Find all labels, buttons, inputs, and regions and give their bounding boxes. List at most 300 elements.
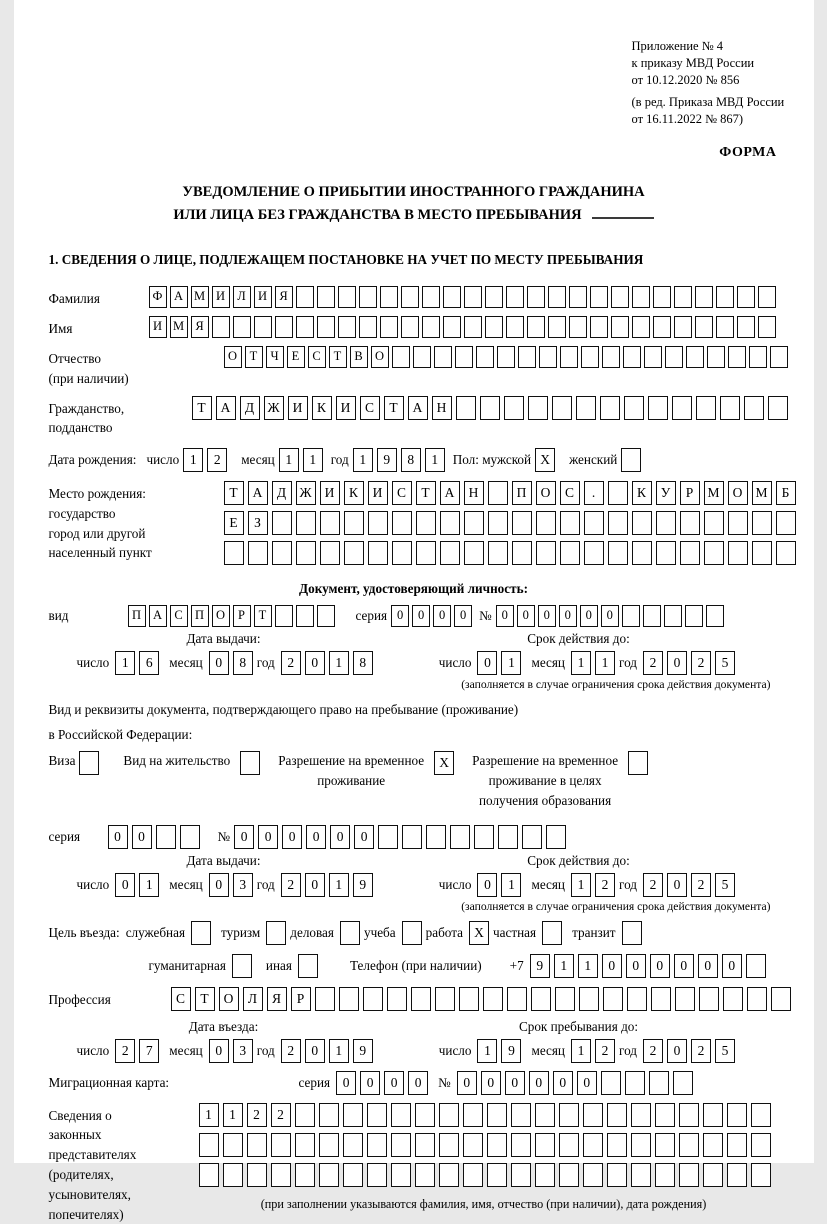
field-surname bbox=[49, 286, 809, 309]
purpose-option-label: служебная bbox=[126, 925, 185, 941]
char-cell bbox=[527, 286, 545, 308]
char-cell: А bbox=[216, 396, 236, 420]
char-cell: К bbox=[632, 481, 652, 505]
purpose-option-label: туризм bbox=[221, 925, 260, 941]
char-cell: Ж bbox=[296, 481, 316, 505]
year-label: год bbox=[257, 877, 275, 893]
char-cell bbox=[476, 346, 494, 368]
char-cell: Т bbox=[384, 396, 404, 420]
given-name-label: Имя bbox=[49, 316, 149, 339]
month-label: месяц bbox=[169, 1043, 203, 1059]
char-cell bbox=[296, 316, 314, 338]
permit-seriya-cells bbox=[108, 825, 204, 849]
char-cell bbox=[413, 346, 431, 368]
residence-permit-label: Вид на жительство bbox=[123, 751, 230, 771]
char-cell bbox=[720, 396, 740, 420]
char-cell: 1 bbox=[425, 448, 445, 472]
char-cell bbox=[539, 346, 557, 368]
year-label: год bbox=[257, 655, 275, 671]
char-cell bbox=[776, 511, 796, 535]
appendix-line: от 10.12.2020 № 856 bbox=[632, 72, 827, 89]
char-cell: К bbox=[312, 396, 332, 420]
char-cell bbox=[643, 605, 661, 627]
char-cell bbox=[240, 751, 260, 775]
char-cell bbox=[728, 511, 748, 535]
char-cell bbox=[560, 541, 580, 565]
year-label: год bbox=[619, 877, 637, 893]
char-cell: 0 bbox=[580, 605, 598, 627]
char-cell bbox=[536, 511, 556, 535]
month-label: месяц bbox=[531, 1043, 565, 1059]
permit-expiry-year bbox=[643, 873, 739, 897]
char-cell bbox=[455, 346, 473, 368]
char-cell: 0 bbox=[306, 825, 326, 849]
char-cell bbox=[674, 316, 692, 338]
char-cell bbox=[212, 316, 230, 338]
char-cell: 2 bbox=[691, 873, 711, 897]
char-cell bbox=[485, 286, 503, 308]
char-cell: Т bbox=[195, 987, 215, 1011]
char-cell bbox=[497, 346, 515, 368]
char-cell: 9 bbox=[353, 873, 373, 897]
char-cell bbox=[518, 346, 536, 368]
char-cell bbox=[512, 511, 532, 535]
char-cell bbox=[367, 1103, 387, 1127]
char-cell bbox=[648, 396, 668, 420]
char-cell: О bbox=[536, 481, 556, 505]
char-cell: 0 bbox=[674, 954, 694, 978]
char-cell bbox=[392, 346, 410, 368]
char-cell: 0 bbox=[282, 825, 302, 849]
char-cell: 0 bbox=[667, 1039, 687, 1063]
field-profession bbox=[49, 987, 809, 1011]
entry-stay-dates bbox=[49, 1039, 809, 1063]
char-cell bbox=[511, 1103, 531, 1127]
char-cell bbox=[680, 511, 700, 535]
char-cell bbox=[488, 541, 508, 565]
doc-issue-day bbox=[115, 651, 163, 675]
char-cell bbox=[271, 1133, 291, 1157]
char-cell: 0 bbox=[391, 605, 409, 627]
char-cell bbox=[602, 346, 620, 368]
no-label: № bbox=[479, 608, 492, 624]
char-cell bbox=[622, 921, 642, 945]
char-cell bbox=[559, 1133, 579, 1157]
char-cell bbox=[632, 316, 650, 338]
char-cell bbox=[320, 541, 340, 565]
char-cell bbox=[770, 346, 788, 368]
option-temp-residence bbox=[278, 751, 458, 791]
temp-residence-checkbox bbox=[434, 751, 458, 775]
stay-until-heading: Срок пребывания до: bbox=[399, 1019, 759, 1035]
char-cell bbox=[655, 1133, 675, 1157]
char-cell: Я bbox=[191, 316, 209, 338]
char-cell: 2 bbox=[281, 651, 301, 675]
char-cell bbox=[607, 1103, 627, 1127]
char-cell: Л bbox=[233, 286, 251, 308]
char-cell bbox=[266, 921, 286, 945]
char-cell: Т bbox=[329, 346, 347, 368]
char-cell bbox=[737, 316, 755, 338]
char-cell: 0 bbox=[412, 605, 430, 627]
permit-issue-year bbox=[281, 873, 377, 897]
purpose-official-checkbox bbox=[191, 921, 215, 945]
char-cell bbox=[156, 825, 176, 849]
doc-issue-month bbox=[209, 651, 257, 675]
char-cell: 0 bbox=[698, 954, 718, 978]
day-label: число bbox=[439, 1043, 472, 1059]
birth-day-cells bbox=[183, 448, 231, 472]
day-label: число bbox=[146, 452, 179, 468]
appendix-reference bbox=[632, 38, 827, 127]
forma-label: ФОРМА bbox=[49, 145, 809, 161]
purpose-option-label: частная bbox=[493, 925, 536, 941]
char-cell bbox=[584, 511, 604, 535]
char-cell bbox=[439, 1103, 459, 1127]
stay-until-date bbox=[439, 1039, 739, 1063]
char-cell bbox=[483, 987, 503, 1011]
char-cell: 2 bbox=[247, 1103, 267, 1127]
day-label: число bbox=[439, 877, 472, 893]
char-cell bbox=[679, 1133, 699, 1157]
doc-expiry-day bbox=[477, 651, 525, 675]
char-cell bbox=[504, 396, 524, 420]
char-cell bbox=[511, 1133, 531, 1157]
char-cell bbox=[696, 396, 716, 420]
char-cell: Б bbox=[776, 481, 796, 505]
char-cell: А bbox=[170, 286, 188, 308]
char-cell bbox=[359, 286, 377, 308]
year-label: год bbox=[331, 452, 349, 468]
char-cell: 0 bbox=[517, 605, 535, 627]
char-cell bbox=[703, 1103, 723, 1127]
char-cell bbox=[422, 316, 440, 338]
purpose-business-checkbox bbox=[340, 921, 364, 945]
char-cell bbox=[387, 987, 407, 1011]
char-cell bbox=[546, 825, 566, 849]
purpose-option-label: гуманитарная bbox=[149, 958, 226, 974]
char-cell: 9 bbox=[530, 954, 550, 978]
char-cell bbox=[343, 1103, 363, 1127]
entry-month bbox=[209, 1039, 257, 1063]
temp-residence-education-label: Разрешение на временное проживание в целях получения образования bbox=[472, 751, 618, 810]
char-cell: П bbox=[191, 605, 209, 627]
char-cell bbox=[608, 511, 628, 535]
entry-date bbox=[77, 1039, 377, 1063]
option-visa bbox=[49, 751, 104, 775]
char-cell bbox=[480, 396, 500, 420]
section1-heading: 1. СВЕДЕНИЯ О ЛИЦЕ, ПОДЛЕЖАЩЕМ ПОСТАНОВКЕ НА УЧЕТ ПО МЕСТУ ПРЕБЫВАНИЯ bbox=[49, 252, 809, 268]
char-cell bbox=[590, 286, 608, 308]
char-cell: X bbox=[469, 921, 489, 945]
char-cell: 0 bbox=[132, 825, 152, 849]
char-cell bbox=[656, 541, 676, 565]
char-cell bbox=[751, 1163, 771, 1187]
char-cell: 0 bbox=[336, 1071, 356, 1095]
purpose-transit-checkbox bbox=[622, 921, 646, 945]
phone-cells bbox=[530, 954, 770, 978]
char-cell: К bbox=[344, 481, 364, 505]
char-cell bbox=[416, 541, 436, 565]
purpose-tourism-checkbox bbox=[266, 921, 290, 945]
blank-underline bbox=[592, 217, 654, 219]
field-permit-serial bbox=[49, 825, 809, 849]
field-patronymic bbox=[49, 346, 809, 389]
char-cell: А bbox=[149, 605, 167, 627]
birthplace-row1 bbox=[224, 481, 800, 505]
char-cell bbox=[199, 1163, 219, 1187]
char-cell bbox=[416, 511, 436, 535]
phone-prefix: +7 bbox=[510, 958, 524, 974]
char-cell bbox=[664, 605, 682, 627]
char-cell: . bbox=[584, 481, 604, 505]
char-cell bbox=[296, 286, 314, 308]
char-cell bbox=[415, 1163, 435, 1187]
char-cell bbox=[275, 316, 293, 338]
profession-label: Профессия bbox=[49, 987, 171, 1010]
arrival-notification-form bbox=[14, 0, 814, 1163]
entry-date-heading: Дата въезда: bbox=[49, 1019, 399, 1035]
surname-label: Фамилия bbox=[49, 286, 149, 309]
char-cell: 0 bbox=[209, 651, 229, 675]
appendix-line: (в ред. Приказа МВД России bbox=[632, 94, 827, 111]
char-cell bbox=[439, 1163, 459, 1187]
char-cell bbox=[624, 396, 644, 420]
char-cell bbox=[559, 1103, 579, 1127]
char-cell bbox=[487, 1133, 507, 1157]
char-cell bbox=[704, 511, 724, 535]
char-cell bbox=[411, 987, 431, 1011]
char-cell: 0 bbox=[667, 873, 687, 897]
char-cell bbox=[542, 921, 562, 945]
char-cell bbox=[675, 987, 695, 1011]
char-cell bbox=[673, 1071, 693, 1095]
char-cell bbox=[402, 825, 422, 849]
char-cell: 2 bbox=[271, 1103, 291, 1127]
char-cell: 2 bbox=[643, 651, 663, 675]
doc-date-headings bbox=[49, 631, 809, 647]
char-cell bbox=[464, 316, 482, 338]
char-cell bbox=[498, 825, 518, 849]
profession-cells bbox=[171, 987, 795, 1011]
birthplace-label: Место рождения: государство город или другой населенный пункт bbox=[49, 481, 224, 563]
char-cell bbox=[223, 1163, 243, 1187]
char-cell bbox=[463, 1163, 483, 1187]
permit-issue-date bbox=[77, 873, 377, 897]
char-cell bbox=[723, 987, 743, 1011]
char-cell: 9 bbox=[377, 448, 397, 472]
char-cell bbox=[651, 987, 671, 1011]
char-cell: И bbox=[320, 481, 340, 505]
char-cell: 2 bbox=[207, 448, 227, 472]
seriya-label: серия bbox=[356, 608, 388, 624]
char-cell: 0 bbox=[477, 873, 497, 897]
char-cell bbox=[367, 1163, 387, 1187]
char-cell bbox=[450, 825, 470, 849]
char-cell bbox=[679, 1103, 699, 1127]
doc-issue-year bbox=[281, 651, 377, 675]
char-cell bbox=[703, 1163, 723, 1187]
char-cell bbox=[402, 921, 422, 945]
char-cell: 0 bbox=[330, 825, 350, 849]
char-cell bbox=[716, 316, 734, 338]
char-cell: М bbox=[170, 316, 188, 338]
permit-expiry-day bbox=[477, 873, 525, 897]
form-title-line2: ИЛИ ЛИЦА БЕЗ ГРАЖДАНСТВА В МЕСТО ПРЕБЫВАНИЯ bbox=[49, 204, 779, 226]
char-cell: 1 bbox=[571, 1039, 591, 1063]
stay-day bbox=[477, 1039, 525, 1063]
char-cell: 5 bbox=[715, 651, 735, 675]
char-cell: М bbox=[704, 481, 724, 505]
char-cell bbox=[644, 346, 662, 368]
char-cell: Е bbox=[224, 511, 244, 535]
appendix-line: к приказу МВД России bbox=[632, 55, 827, 72]
permit-expiry-month bbox=[571, 873, 619, 897]
char-cell: 1 bbox=[501, 873, 521, 897]
char-cell bbox=[298, 954, 318, 978]
appendix-line: от 16.11.2022 № 867) bbox=[632, 111, 827, 128]
char-cell bbox=[768, 396, 788, 420]
char-cell bbox=[392, 511, 412, 535]
char-cell: 1 bbox=[501, 651, 521, 675]
permit-date-headings bbox=[49, 853, 809, 869]
char-cell: Р bbox=[680, 481, 700, 505]
char-cell: 1 bbox=[595, 651, 615, 675]
char-cell bbox=[254, 316, 272, 338]
char-cell bbox=[552, 396, 572, 420]
char-cell: 0 bbox=[505, 1071, 525, 1095]
char-cell: 0 bbox=[559, 605, 577, 627]
char-cell bbox=[665, 346, 683, 368]
field-identity-doc bbox=[49, 605, 809, 627]
permit-expiry-date bbox=[439, 873, 739, 897]
field-citizenship bbox=[49, 396, 809, 439]
field-legal-representatives bbox=[49, 1103, 809, 1224]
char-cell: Ч bbox=[266, 346, 284, 368]
char-cell bbox=[716, 286, 734, 308]
permit-issue-day bbox=[115, 873, 163, 897]
char-cell bbox=[535, 1103, 555, 1127]
legal-representatives-row2 bbox=[199, 1133, 775, 1157]
char-cell: 0 bbox=[553, 1071, 573, 1095]
month-label: месяц bbox=[241, 452, 275, 468]
char-cell: 0 bbox=[602, 954, 622, 978]
char-cell bbox=[180, 825, 200, 849]
char-cell bbox=[583, 1103, 603, 1127]
char-cell bbox=[233, 316, 251, 338]
char-cell bbox=[707, 346, 725, 368]
legal-representatives-note: (при заполнении указываются фамилия, имя, отчество (при наличии), дата рождения) bbox=[199, 1197, 769, 1212]
char-cell bbox=[649, 1071, 669, 1095]
char-cell: 0 bbox=[650, 954, 670, 978]
char-cell bbox=[338, 286, 356, 308]
char-cell bbox=[507, 987, 527, 1011]
purpose-option-label: работа bbox=[426, 925, 463, 941]
day-label: число bbox=[77, 1043, 110, 1059]
char-cell bbox=[695, 286, 713, 308]
birthplace-rows bbox=[224, 481, 800, 571]
year-label: год bbox=[257, 1043, 275, 1059]
char-cell bbox=[703, 1133, 723, 1157]
char-cell: Н bbox=[432, 396, 452, 420]
char-cell bbox=[459, 987, 479, 1011]
char-cell bbox=[776, 541, 796, 565]
char-cell: И bbox=[368, 481, 388, 505]
char-cell: 0 bbox=[258, 825, 278, 849]
char-cell bbox=[296, 541, 316, 565]
char-cell bbox=[548, 286, 566, 308]
legal-representatives-label: Сведения о законных представителях (родителях, усыновителях, попечителях) bbox=[49, 1103, 199, 1224]
char-cell bbox=[749, 346, 767, 368]
char-cell: Я bbox=[275, 286, 293, 308]
char-cell bbox=[655, 1163, 675, 1187]
char-cell bbox=[415, 1103, 435, 1127]
char-cell: Я bbox=[267, 987, 287, 1011]
char-cell bbox=[727, 1163, 747, 1187]
doc-type-cells bbox=[128, 605, 338, 627]
issue-date-heading: Дата выдачи: bbox=[49, 853, 399, 869]
char-cell bbox=[674, 286, 692, 308]
char-cell: А bbox=[248, 481, 268, 505]
char-cell bbox=[338, 316, 356, 338]
legal-representatives-row3 bbox=[199, 1163, 775, 1187]
day-label: число bbox=[77, 655, 110, 671]
field-visit-purpose-line2 bbox=[149, 954, 809, 978]
char-cell: 1 bbox=[223, 1103, 243, 1127]
char-cell: X bbox=[535, 448, 555, 472]
char-cell bbox=[440, 511, 460, 535]
char-cell bbox=[275, 605, 293, 627]
char-cell bbox=[625, 1071, 645, 1095]
char-cell: С bbox=[170, 605, 188, 627]
char-cell bbox=[464, 511, 484, 535]
char-cell: О bbox=[728, 481, 748, 505]
doc-type-label: вид bbox=[49, 608, 124, 624]
char-cell bbox=[727, 1103, 747, 1127]
char-cell: 0 bbox=[384, 1071, 404, 1095]
limit-note: (заполняется в случае ограничения срока действия документа) bbox=[49, 900, 789, 913]
char-cell bbox=[247, 1133, 267, 1157]
char-cell bbox=[391, 1103, 411, 1127]
purpose-private-checkbox bbox=[542, 921, 566, 945]
char-cell bbox=[199, 1133, 219, 1157]
purpose-option-label: учеба bbox=[364, 925, 396, 941]
char-cell bbox=[751, 1133, 771, 1157]
doc-dates bbox=[49, 651, 809, 675]
char-cell bbox=[295, 1133, 315, 1157]
char-cell: 0 bbox=[626, 954, 646, 978]
phone-label: Телефон (при наличии) bbox=[350, 958, 482, 974]
char-cell bbox=[191, 921, 211, 945]
char-cell bbox=[672, 396, 692, 420]
month-label: месяц bbox=[531, 877, 565, 893]
char-cell: 1 bbox=[303, 448, 323, 472]
purpose-label: Цель въезда: bbox=[49, 925, 120, 941]
char-cell bbox=[485, 316, 503, 338]
field-given-name bbox=[49, 316, 809, 339]
identity-doc-heading: Документ, удостоверяющий личность: bbox=[49, 581, 779, 597]
char-cell: С bbox=[171, 987, 191, 1011]
entry-day bbox=[115, 1039, 163, 1063]
char-cell bbox=[522, 825, 542, 849]
char-cell bbox=[527, 316, 545, 338]
citizenship-label: Гражданство, подданство bbox=[49, 396, 192, 439]
char-cell bbox=[224, 541, 244, 565]
char-cell: 0 bbox=[529, 1071, 549, 1095]
char-cell bbox=[686, 346, 704, 368]
char-cell bbox=[422, 286, 440, 308]
residence-permit-checkbox bbox=[240, 751, 264, 775]
